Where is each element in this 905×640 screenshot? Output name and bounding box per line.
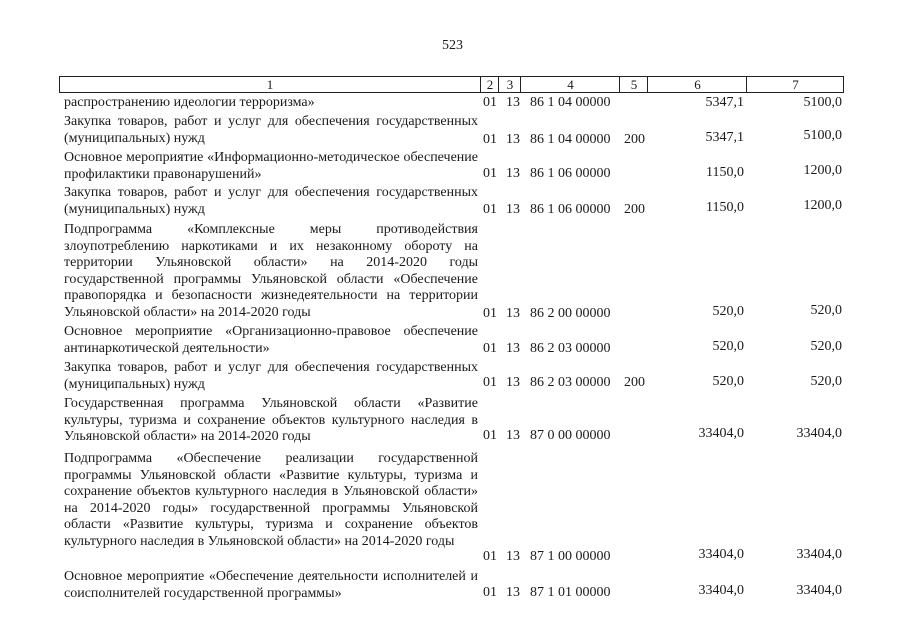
row-subsection: 13 xyxy=(506,428,520,443)
row-target-code: 86 1 04 00000 xyxy=(530,95,611,110)
row-section: 01 xyxy=(483,428,497,443)
row-amount-7: 33404,0 xyxy=(796,583,842,598)
row-description: Подпрограмма «Обеспечение реализации государственной программы Ульяновской области «Развитие культуры, туризма и сохранение объектов культурного наследия в Ульяновской области» на 2014-2020 годы» государственной программы Ульяновской области «Развитие культуры, туризма и сохранение объектов культурного наследия в Ульяновской области» на 2014-2020 годы xyxy=(64,451,478,549)
row-section: 01 xyxy=(483,375,497,390)
header-col-6: 6 xyxy=(647,77,747,92)
row-amount-7: 1200,0 xyxy=(803,163,842,178)
row-subsection: 13 xyxy=(506,202,520,217)
row-description: Основное мероприятие «Информационно-методическое обеспечение профилактики правонарушений» xyxy=(64,150,478,182)
row-target-code: 86 1 06 00000 xyxy=(530,202,611,217)
row-amount-7: 33404,0 xyxy=(796,426,842,441)
row-target-code: 86 1 06 00000 xyxy=(530,166,611,181)
row-amount-7: 33404,0 xyxy=(796,547,842,562)
row-description: Основное мероприятие «Организационно-правовое обеспечение антинаркотической деятельности» xyxy=(64,324,478,356)
header-col-2: 2 xyxy=(480,77,499,92)
header-col-1: 1 xyxy=(266,77,274,92)
header-col-5: 5 xyxy=(619,77,648,92)
row-amount-7: 520,0 xyxy=(810,339,842,354)
header-col-4: 4 xyxy=(520,77,620,92)
header-col-3: 3 xyxy=(498,77,521,92)
row-description: Подпрограмма «Комплексные меры противодействия злоупотреблению наркотиками и их незаконному обороту на территории Ульяновской области» на 2014-2020 годы государственной программы Ульяновской области «Обеспечение правопорядка и безопасности жизнедеятельности на территории Ульяновской области» на 2014-2020 годы xyxy=(64,222,478,320)
row-subsection: 13 xyxy=(506,585,520,600)
row-section: 01 xyxy=(483,585,497,600)
row-section: 01 xyxy=(483,202,497,217)
row-target-code: 87 1 01 00000 xyxy=(530,585,611,600)
row-amount-6: 520,0 xyxy=(712,339,744,354)
row-expense-type: 200 xyxy=(624,202,645,217)
row-section: 01 xyxy=(483,341,497,356)
row-amount-6: 1150,0 xyxy=(706,200,744,215)
row-description: Основное мероприятие «Обеспечение деятельности исполнителей и соисполнителей государственной программы» xyxy=(64,569,478,601)
row-subsection: 13 xyxy=(506,549,520,564)
row-amount-6: 33404,0 xyxy=(698,547,744,562)
row-amount-6: 520,0 xyxy=(712,304,744,319)
row-subsection: 13 xyxy=(506,341,520,356)
row-section: 01 xyxy=(483,306,497,321)
row-amount-7: 5100,0 xyxy=(803,128,842,143)
row-section: 01 xyxy=(483,95,497,110)
row-amount-7: 520,0 xyxy=(810,374,842,389)
row-section: 01 xyxy=(483,132,497,147)
row-subsection: 13 xyxy=(506,95,520,110)
row-target-code: 86 2 00 00000 xyxy=(530,306,611,321)
row-target-code: 87 0 00 00000 xyxy=(530,428,611,443)
row-amount-6: 33404,0 xyxy=(698,426,744,441)
row-subsection: 13 xyxy=(506,306,520,321)
row-description: Закупка товаров, работ и услуг для обеспечения государственных (муниципальных) нужд xyxy=(64,360,478,392)
row-subsection: 13 xyxy=(506,375,520,390)
row-target-code: 86 2 03 00000 xyxy=(530,375,611,390)
row-subsection: 13 xyxy=(506,166,520,181)
row-amount-7: 1200,0 xyxy=(803,198,842,213)
row-target-code: 87 1 00 00000 xyxy=(530,549,611,564)
row-amount-6: 520,0 xyxy=(712,374,744,389)
page-number: 523 xyxy=(442,38,463,53)
row-section: 01 xyxy=(483,549,497,564)
row-description: Закупка товаров, работ и услуг для обеспечения государственных (муниципальных) нужд xyxy=(64,114,478,146)
row-amount-6: 5347,1 xyxy=(705,95,744,110)
row-amount-6: 1150,0 xyxy=(706,165,744,180)
row-target-code: 86 1 04 00000 xyxy=(530,132,611,147)
row-target-code: 86 2 03 00000 xyxy=(530,341,611,356)
row-section: 01 xyxy=(483,166,497,181)
table-header xyxy=(59,76,844,93)
header-col-7: 7 xyxy=(746,77,844,92)
row-description: Закупка товаров, работ и услуг для обеспечения государственных (муниципальных) нужд xyxy=(64,185,478,217)
row-expense-type: 200 xyxy=(624,132,645,147)
row-amount-7: 5100,0 xyxy=(803,95,842,110)
row-description: распространению идеологии терроризма» xyxy=(64,95,315,110)
row-amount-7: 520,0 xyxy=(810,303,842,318)
row-subsection: 13 xyxy=(506,132,520,147)
row-amount-6: 5347,1 xyxy=(705,130,744,145)
row-amount-6: 33404,0 xyxy=(698,583,744,598)
row-description: Государственная программа Ульяновской области «Развитие культуры, туризма и сохранение объектов культурного наследия в Ульяновской области» на 2014-2020 годы xyxy=(64,396,478,445)
row-expense-type: 200 xyxy=(624,375,645,390)
